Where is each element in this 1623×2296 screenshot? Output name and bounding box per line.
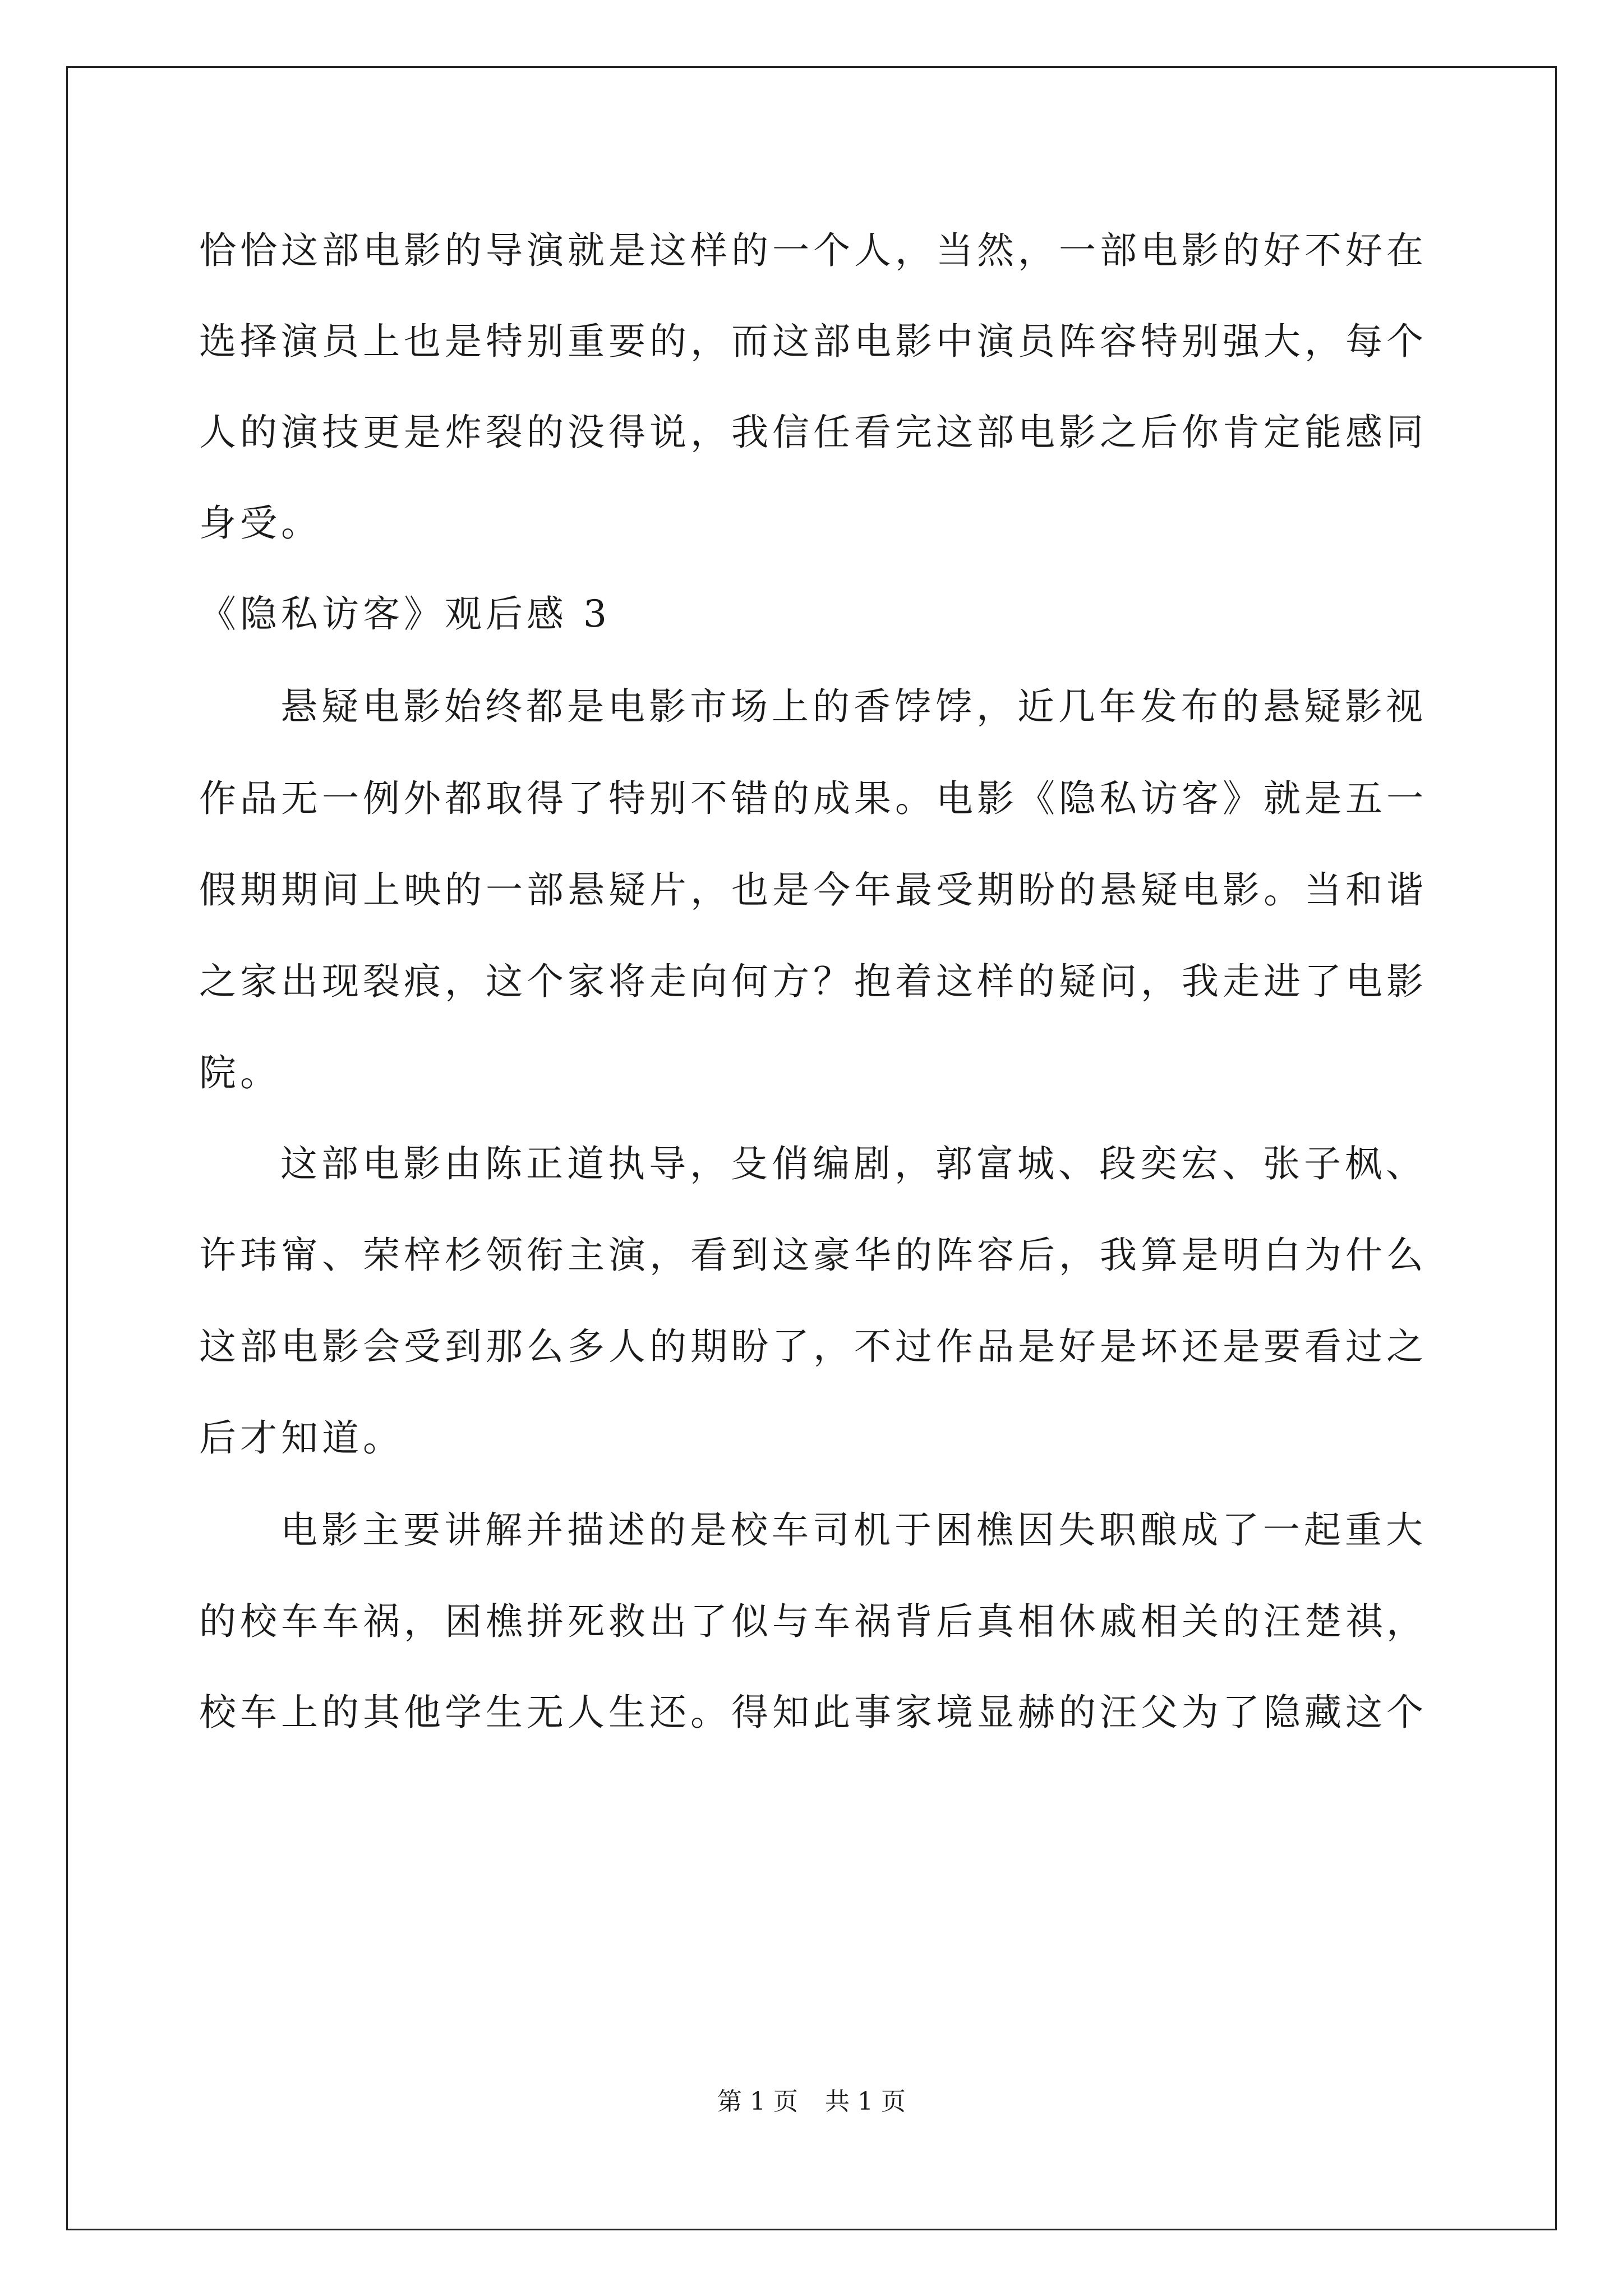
page-number: 第 1 页	[717, 2087, 798, 2116]
text-line: 之家出现裂痕，这个家将走向何方？抱着这样的疑问，我走进了电影	[199, 960, 1427, 1003]
text-line: 选择演员上也是特别重要的，而这部电影中演员阵容特别强大，每个	[199, 320, 1427, 363]
text-line: 许玮甯、荣梓杉领衔主演，看到这豪华的阵容后，我算是明白为什么	[199, 1234, 1427, 1277]
text-line: 身受。	[199, 501, 322, 545]
text-line: 的校车车祸，困樵拼死救出了似与车祸背后真相休戚相关的汪楚祺，	[199, 1600, 1427, 1643]
paragraph-first-line: 电影主要讲解并描述的是校车司机于困樵因失职酿成了一起重大	[280, 1508, 1427, 1552]
text-line: 人的演技更是炸裂的没得说，我信任看完这部电影之后你肯定能感同	[199, 411, 1427, 454]
text-line: 这部电影会受到那么多人的期盼了，不过作品是好是坏还是要看过之	[199, 1325, 1427, 1368]
page-footer	[0, 2085, 1623, 2119]
section-heading: 《隐私访客》观后感 3	[199, 592, 611, 636]
text-line: 校车上的其他学生无人生还。得知此事家境显赫的汪父为了隐藏这个	[199, 1691, 1427, 1734]
paragraph-first-line: 这部电影由陈正道执导，殳俏编剧，郭富城、段奕宏、张子枫、	[280, 1142, 1427, 1185]
text-line: 假期期间上映的一部悬疑片，也是今年最受期盼的悬疑电影。当和谐	[199, 868, 1427, 912]
paragraph-first-line: 悬疑电影始终都是电影市场上的香饽饽，近几年发布的悬疑影视	[280, 685, 1427, 728]
text-line: 作品无一例外都取得了特别不错的成果。电影《隐私访客》就是五一	[199, 777, 1427, 820]
text-line: 后才知道。	[199, 1416, 404, 1460]
text-line: 恰恰这部电影的导演就是这样的一个人，当然，一部电影的好不好在	[199, 229, 1427, 272]
page-total: 共 1 页	[825, 2087, 906, 2116]
text-line: 院。	[199, 1051, 281, 1094]
